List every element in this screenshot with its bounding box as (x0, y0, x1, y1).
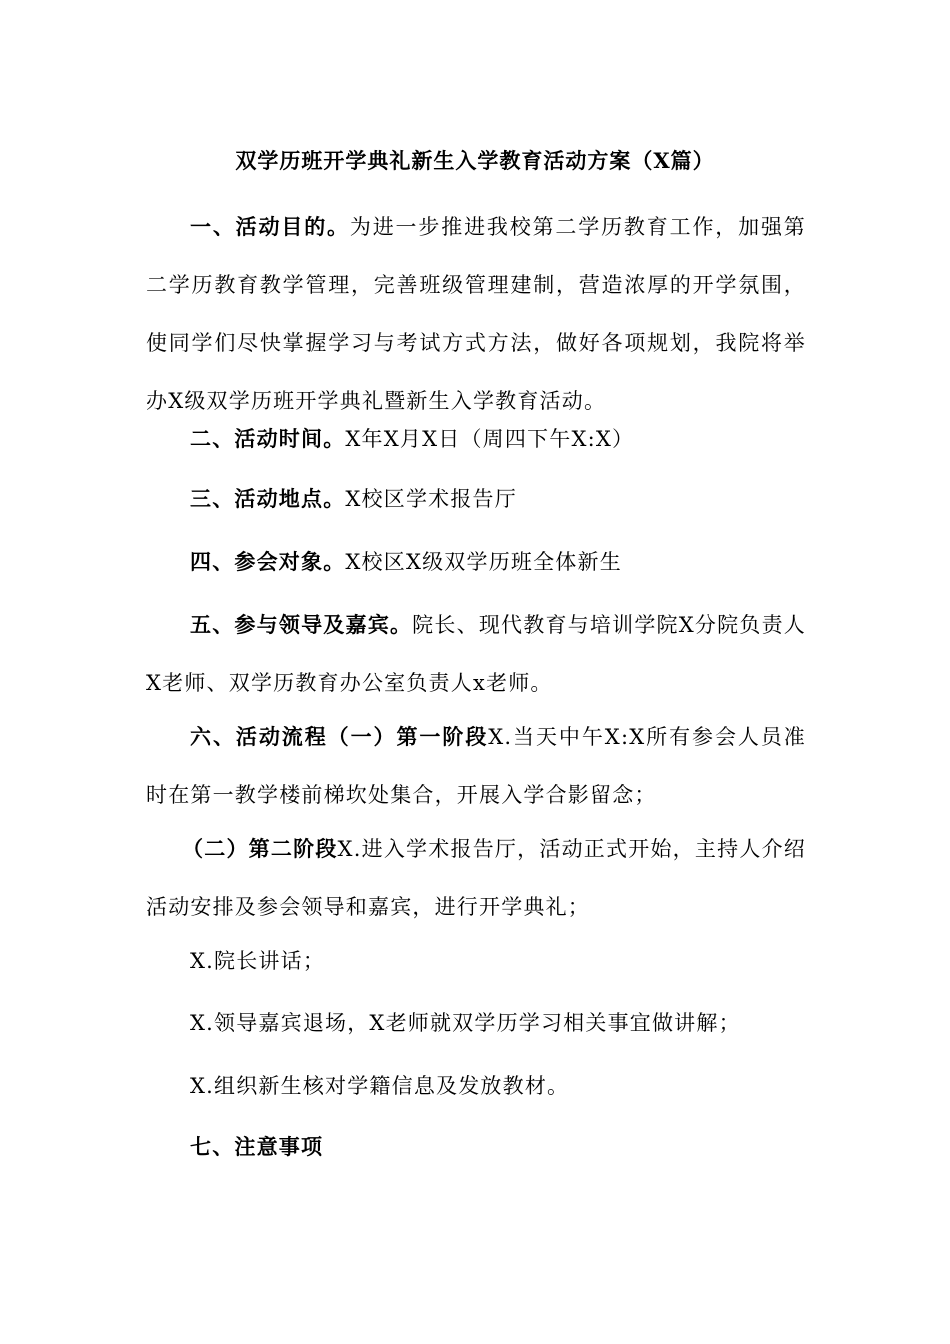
section-heading: 五、参与领导及嘉宾。 (190, 612, 413, 637)
section-heading: （二）第二阶段 (182, 836, 338, 861)
list-item (146, 994, 806, 1052)
section-heading: 七、注意事项 (190, 1134, 324, 1159)
section-body: X.当天中午X:X所有参会人员准时在第一教学楼前梯坎处集合，开展入学合影留念； (146, 725, 806, 807)
section-body: X校区X级双学历班全体新生 (345, 550, 622, 574)
section-body: X.进入学术报告厅，活动正式开始，主持人介绍活动安排及参会领导和嘉宾，进行开学典礼； (146, 837, 806, 919)
section-heading: 四、参会对象。 (190, 549, 346, 574)
section-heading: 一、活动目的。 (190, 214, 350, 239)
list-item-text: X.领导嘉宾退场，X老师就双学历学习相关事宜做讲解； (190, 1011, 741, 1035)
list-item (146, 932, 806, 990)
section-procedure-stage-one (146, 708, 806, 824)
list-item-text: X.院长讲话； (190, 949, 326, 973)
section-time (146, 410, 806, 468)
list-item-text: X.组织新生核对学籍信息及发放教材。 (190, 1074, 570, 1098)
section-heading: 三、活动地点。 (190, 486, 346, 511)
section-body: 院长、现代教育与培训学院X分院负责人X老师、双学历教育办公室负责人x老师。 (146, 613, 806, 695)
section-heading: 二、活动时间。 (190, 426, 346, 451)
document-title: 双学历班开学典礼新生入学教育活动方案（X篇） (235, 148, 715, 173)
section-purpose (146, 198, 806, 430)
section-leaders-guests (146, 596, 806, 712)
section-participants (146, 533, 806, 591)
section-body: X校区学术报告厅 (345, 487, 517, 511)
section-location (146, 470, 806, 528)
section-notes (146, 1118, 806, 1176)
section-heading: 六、活动流程（一）第一阶段 (190, 724, 489, 749)
section-body: 为进一步推进我校第二学历教育工作，加强第二学历教育教学管理，完善班级管理建制，营造浓厚的开学氛围，使同学们尽快掌握学习与考试方式方法，做好各项规划，我院将举办X级双学历班开学典礼暨新生入学教育活动。 (146, 215, 806, 413)
section-procedure-stage-two (146, 820, 806, 936)
list-item (146, 1057, 806, 1115)
section-body: X年X月X日（周四下午X:X） (345, 427, 635, 451)
